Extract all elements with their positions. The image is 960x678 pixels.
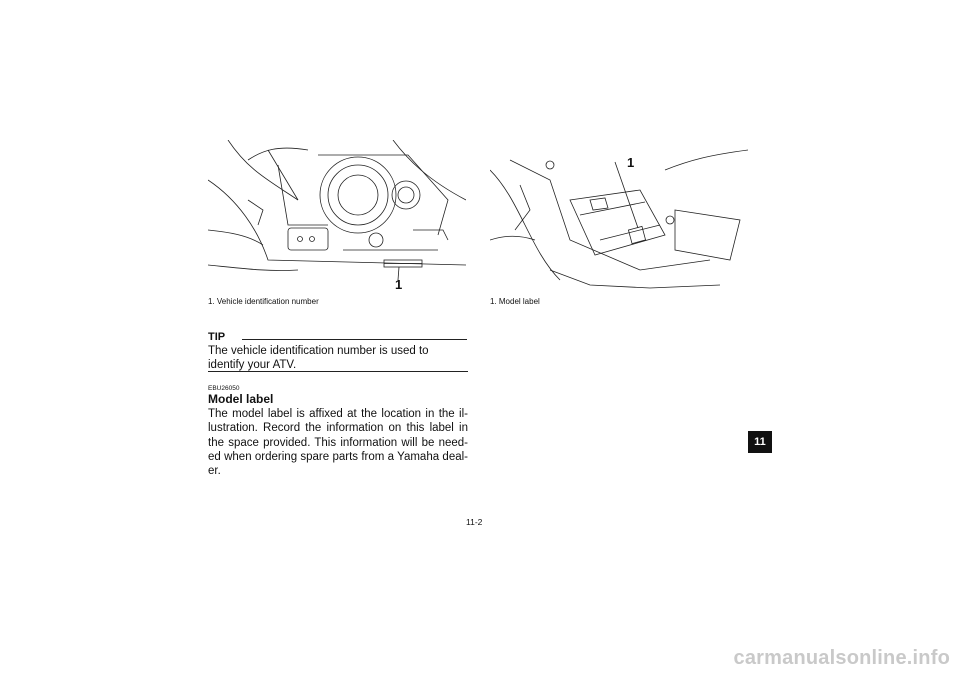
tip-bottom-rule <box>208 371 468 372</box>
body-line: The model label is affixed at the location in the il- <box>208 408 468 420</box>
vin-figure-caption: 1. Vehicle identification number <box>208 297 319 306</box>
model-label-illustration <box>490 140 748 292</box>
tip-top-rule <box>242 339 467 340</box>
vin-callout-number: 1 <box>395 277 403 292</box>
tip-title: TIP <box>208 331 226 343</box>
model-label-figure-caption: 1. Model label <box>490 297 540 306</box>
tip-text: The vehicle identification number is used to identify your ATV. <box>208 345 429 371</box>
vehicle-identification-illustration <box>208 140 466 292</box>
section-code: EBU26050 <box>208 385 240 392</box>
section-body <box>208 407 468 478</box>
body-line: lustration. Record the information on this label in <box>208 422 468 435</box>
watermark: carmanualsonline.info <box>733 647 950 669</box>
body-line: er. <box>208 465 221 478</box>
body-line: the space provided. This information will be need- <box>208 436 468 449</box>
body-line: ed when ordering spare parts from a Yamaha deal- <box>208 450 468 463</box>
section-heading: Model label <box>208 392 274 406</box>
chapter-tab: 11 <box>748 431 772 453</box>
page-number: 11-2 <box>466 517 483 527</box>
model-label-callout-number: 1 <box>627 155 635 170</box>
